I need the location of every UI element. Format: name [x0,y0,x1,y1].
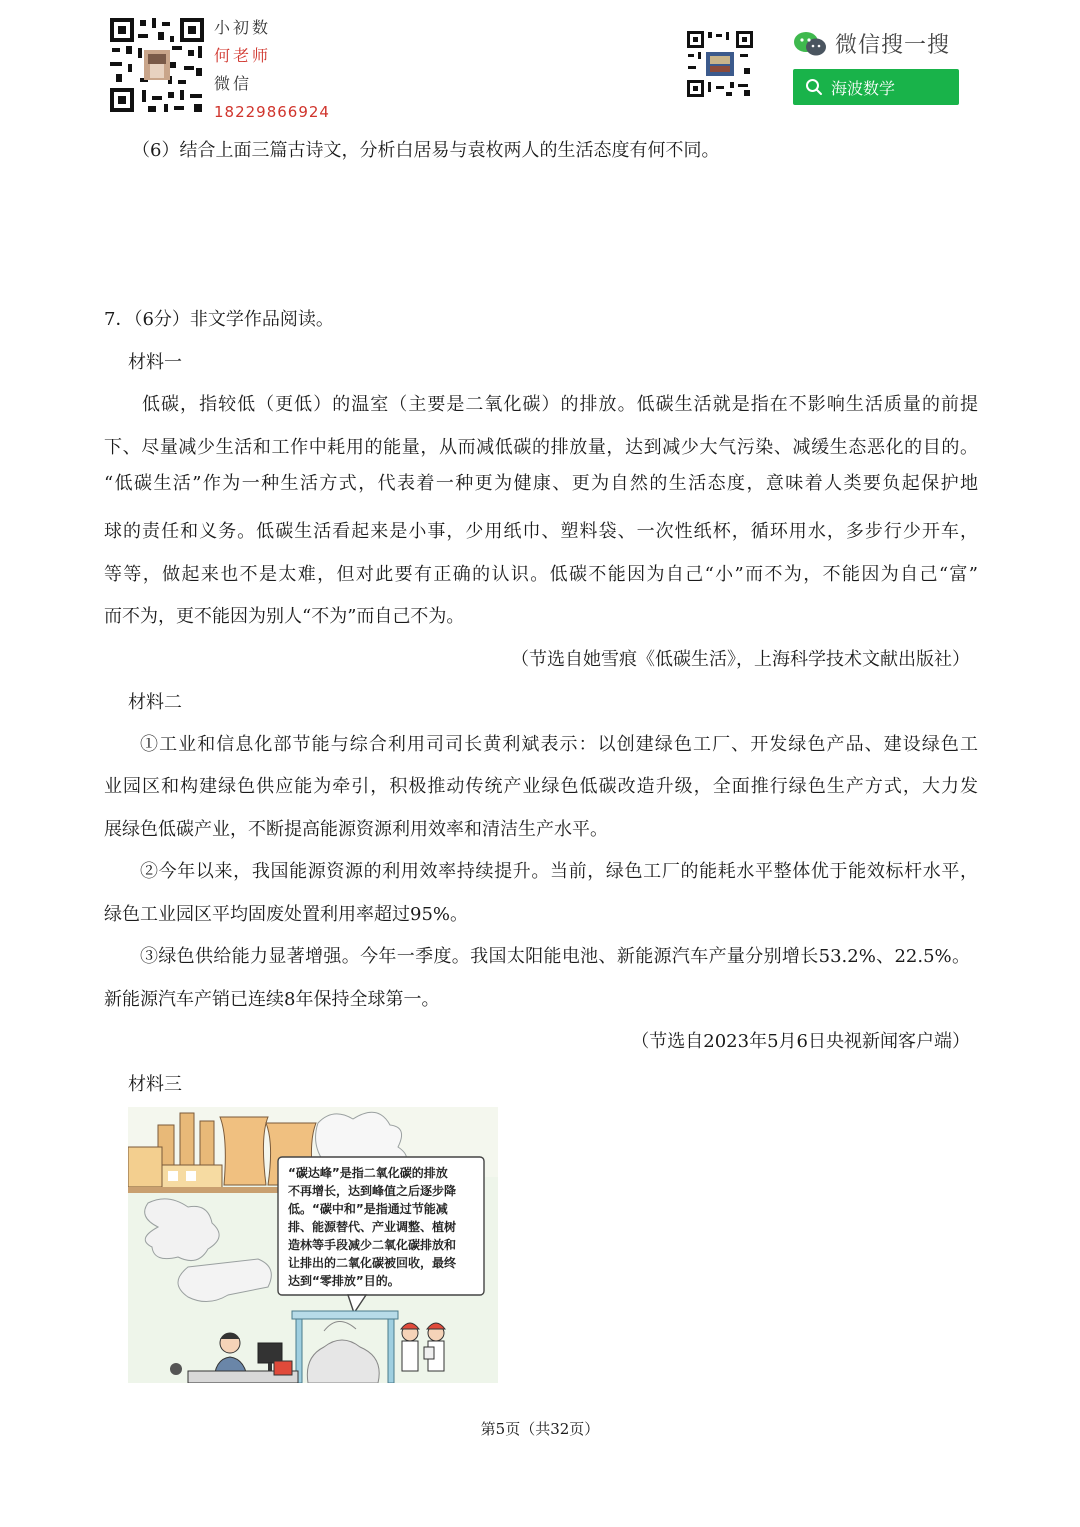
wechat-search-banner [793,28,950,59]
search-account-label: 海波数学 [831,78,896,98]
qr-label-line-1: 小初数 [214,18,272,37]
material-1-line: 等等，做起来也不是太难，但对此要有正确的认识。低碳不能因为自己“小”而不为，不能因为自己“富” [104,564,978,585]
material-2-line: ①工业和信息化部节能与综合利用司司长黄利斌表示：以创建绿色工厂、开发绿色产品、建设绿色工 [140,734,978,755]
carbon-neutral-comic [128,1107,498,1383]
material-2-line: ②今年以来，我国能源资源的利用效率持续提升。当前，绿色工厂的能耗水平整体优于能效标杆水平， [140,861,978,882]
comic-caption-line: “碳达峰”是指二氧化碳的排放 [288,1166,448,1180]
search-account-button[interactable] [793,69,959,105]
material-1-label: 材料一 [128,352,182,373]
wechat-logo-icon [793,30,827,58]
question-7-title: 7．（6分）非文学作品阅读。 [104,309,334,330]
comic-caption-line: 让排出的二氧化碳被回收，最终 [288,1256,457,1270]
qr-code-left [108,16,206,114]
comic-caption-line: 低。“碳中和”是指通过节能减 [288,1202,448,1216]
comic-caption-line: 达到“零排放”目的。 [288,1274,400,1288]
material-3-label: 材料三 [128,1074,182,1095]
comic-caption-line: 排、能源替代、产业调整、植树 [288,1220,457,1234]
question-6-text: （6）结合上面三篇古诗文，分析白居易与袁枚两人的生活态度有何不同。 [132,140,720,161]
material-2-source: （节选自2023年5月6日央视新闻客户端） [631,1031,970,1052]
material-1-line: “低碳生活”作为一种生活方式，代表着一种更为健康、更为自然的生活态度，意味着人类要负起保护地 [104,473,978,494]
material-1-line: 而不为，更不能因为别人“不为”而自己不为。 [104,606,465,627]
material-1-line: 下、尽量减少生活和工作中耗用的能量，从而减低碳的排放量，达到减少大气污染、减缓生态恶化的目的。 [104,437,978,458]
qr-label-line-3: 微信 [214,74,253,93]
comic-caption-line: 造林等手段减少二氧化碳排放和 [288,1238,457,1252]
wechat-search-text: 微信搜一搜 [835,33,951,58]
qr-contact-label [214,14,330,126]
material-2-line: 展绿色低碳产业，不断提高能源资源利用效率和清洁生产水平。 [104,819,608,840]
material-1-source: （节选自她雪痕《低碳生活》，上海科学技术文献出版社） [511,649,970,670]
material-2-line: 绿色工业园区平均固废处置利用率超过95%。 [104,904,469,925]
search-icon [805,78,823,96]
qr-label-line-2: 何老师 [214,46,272,65]
page-number: 第5页（共32页） [480,1420,600,1438]
qr-code-right [686,30,754,98]
material-2-label: 材料二 [128,692,182,713]
material-2-line: 新能源汽车产销已连续8年保持全球第一。 [104,989,440,1010]
comic-caption-line: 不再增长，达到峰值之后逐步降 [288,1184,457,1198]
material-2-line: ③绿色供给能力显著增强。今年一季度。我国太阳能电池、新能源汽车产量分别增长53.2%、22.5%。 [140,946,970,967]
material-1-line: 球的责任和义务。低碳生活看起来是小事，少用纸巾、塑料袋、一次性纸杯，循环用水，多步行少开车， [104,521,978,542]
material-2-line: 业园区和构建绿色供应能为牵引，积极推动传统产业绿色低碳改造升级，全面推行绿色生产方式，大力发 [104,776,978,797]
qr-phone-number: 18229866924 [214,103,330,121]
material-1-line: 低碳，指较低（更低）的温室（主要是二氧化碳）的排放。低碳生活就是指在不影响生活质量的前提 [142,394,978,415]
